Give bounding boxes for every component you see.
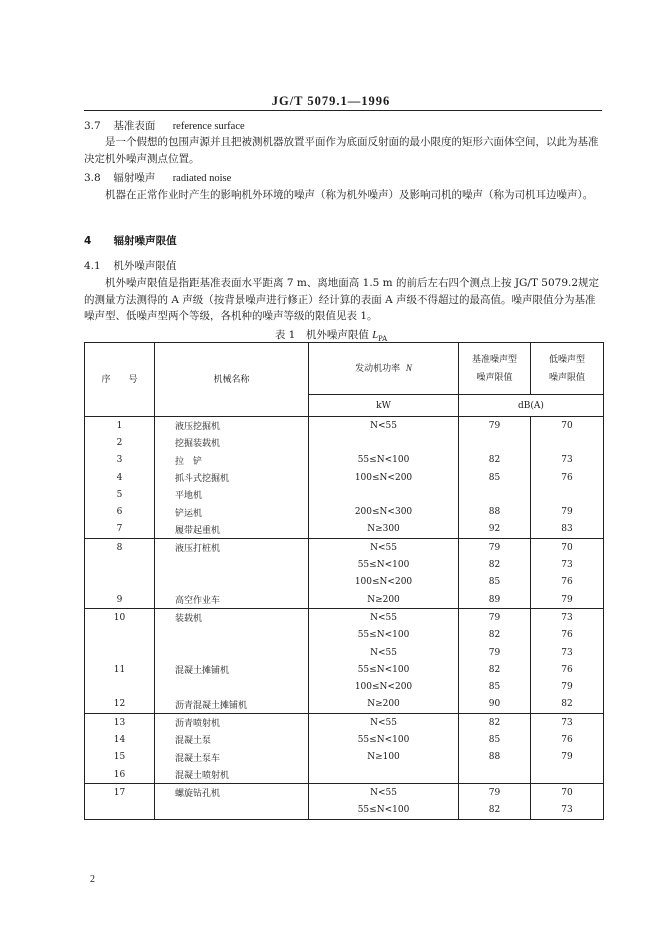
header-machine-name: 机械名称 [155, 343, 309, 417]
cell-name: 拉 铲 [155, 452, 309, 469]
cell-base: 88 [459, 749, 531, 766]
header-base-line1: 基准噪声型 [471, 354, 517, 365]
header-seq: 序 号 [85, 343, 155, 417]
cell-seq: 7 [85, 521, 155, 539]
table-row [85, 486, 604, 503]
cell-seq [85, 802, 155, 820]
section-title: 基准表面 [113, 120, 156, 132]
cell-name: 挖掘装载机 [155, 434, 309, 451]
cell-low: 76 [531, 627, 604, 644]
cell-power: 55≤N<100 [309, 627, 459, 644]
paragraph-text: 机外噪声限值是指距基准表面水平距离 7 m、离地面高 1.5 m 的前后左右四个测点上按 JG/T 5079.2规定的测量方法测得的 A 声级（按背景噪声进行修正）经计算的表面 A 声级不得超过的最高值。噪声限值分为基准噪声型、低噪声型两个等级，各机种的噪声等级的限值见表 1。 [84, 277, 600, 322]
cell-base: 85 [459, 731, 531, 748]
cell-base: 82 [459, 661, 531, 678]
table-row [85, 452, 604, 469]
paragraph-text: 机器在正常作业时产生的影响机外环境的噪声（称为机外噪声）及影响司机的噪声（称为司机耳边噪声）。 [105, 189, 594, 201]
section-4-heading [84, 233, 177, 248]
cell-base [459, 486, 531, 503]
caption-text: 表 1 机外噪声限值 [274, 329, 369, 341]
cell-seq: 11 [85, 661, 155, 678]
cell-seq: 17 [85, 784, 155, 802]
table-caption [0, 327, 662, 343]
cell-base [459, 434, 531, 451]
cell-low [531, 434, 604, 451]
section-title: 机外噪声限值 [113, 260, 177, 272]
cell-base: 82 [459, 802, 531, 820]
cell-power: 100≤N<200 [309, 574, 459, 591]
cell-base: 90 [459, 696, 531, 714]
cell-power: 55≤N<100 [309, 802, 459, 820]
section-3-7-text [84, 134, 602, 167]
cell-name: 平地机 [155, 486, 309, 503]
section-number: 3.7 [84, 120, 101, 132]
cell-low: 70 [531, 539, 604, 557]
cell-base: 85 [459, 469, 531, 486]
header-power [309, 343, 459, 395]
cell-seq: 6 [85, 503, 155, 520]
cell-power [309, 766, 459, 784]
cell-low: 70 [531, 417, 604, 435]
cell-name [155, 802, 309, 820]
cell-base: 79 [459, 609, 531, 627]
table-row [85, 784, 604, 802]
table-row [85, 574, 604, 591]
cell-low: 79 [531, 749, 604, 766]
cell-seq: 2 [85, 434, 155, 451]
cell-name: 螺旋钻孔机 [155, 784, 309, 802]
cell-seq: 5 [85, 486, 155, 503]
header-power-label: 发动机功率 [355, 364, 401, 374]
section-4-1-text [84, 275, 602, 325]
cell-seq: 8 [85, 539, 155, 557]
paragraph-text: 是一个假想的包围声源并且把被测机器放置平面作为底面反射面的最小限度的矩形六面体空间，以此为基准决定机外噪声测点位置。 [84, 136, 599, 165]
cell-name: 铲运机 [155, 503, 309, 520]
cell-low: 76 [531, 469, 604, 486]
cell-power: N<55 [309, 539, 459, 557]
cell-low: 79 [531, 678, 604, 695]
section-3-7-heading [84, 118, 245, 133]
cell-power: N≥100 [309, 749, 459, 766]
cell-power: N<55 [309, 417, 459, 435]
cell-low: 73 [531, 802, 604, 820]
cell-base: 79 [459, 539, 531, 557]
table-row [85, 503, 604, 520]
header-low-line1: 低噪声型 [548, 354, 585, 365]
cell-name: 抓斗式挖掘机 [155, 469, 309, 486]
table-row [85, 766, 604, 784]
cell-low: 76 [531, 731, 604, 748]
cell-base: 79 [459, 784, 531, 802]
cell-base: 82 [459, 714, 531, 732]
cell-base: 82 [459, 452, 531, 469]
section-title-en: radiated noise [172, 173, 232, 184]
table-row [85, 802, 604, 820]
cell-power: N<55 [309, 714, 459, 732]
cell-base: 88 [459, 503, 531, 520]
cell-name: 高空作业车 [155, 591, 309, 609]
section-number: 3.8 [84, 172, 101, 184]
cell-low: 70 [531, 784, 604, 802]
cell-power: 55≤N<100 [309, 661, 459, 678]
section-3-8-text [84, 187, 602, 204]
section-3-8-heading [84, 170, 231, 185]
cell-power: N<55 [309, 609, 459, 627]
cell-seq: 16 [85, 766, 155, 784]
cell-seq: 9 [85, 591, 155, 609]
cell-base: 79 [459, 417, 531, 435]
table-row [85, 417, 604, 435]
cell-name: 液压打桩机 [155, 539, 309, 557]
table-row [85, 627, 604, 644]
cell-power: N≥200 [309, 696, 459, 714]
header-noise-unit: dB(A) [459, 395, 604, 417]
cell-low: 73 [531, 714, 604, 732]
cell-low [531, 766, 604, 784]
cell-base: 92 [459, 521, 531, 539]
cell-seq: 12 [85, 696, 155, 714]
header-base-line2: 噪声限值 [476, 372, 513, 383]
cell-base: 79 [459, 644, 531, 661]
table-row [85, 434, 604, 451]
cell-low: 73 [531, 609, 604, 627]
cell-power: N≥200 [309, 591, 459, 609]
header-rule [84, 110, 602, 111]
cell-power: 200≤N<300 [309, 503, 459, 520]
cell-base: 85 [459, 678, 531, 695]
cell-low [531, 486, 604, 503]
cell-seq: 3 [85, 452, 155, 469]
section-number: 4 [84, 235, 92, 247]
cell-seq [85, 678, 155, 695]
cell-low: 79 [531, 503, 604, 520]
table-row [85, 469, 604, 486]
cell-power: N≥300 [309, 521, 459, 539]
cell-low: 73 [531, 452, 604, 469]
header-base-noise [459, 343, 531, 395]
cell-seq [85, 627, 155, 644]
section-4-1-heading [84, 258, 176, 273]
cell-name: 混凝土摊铺机 [155, 661, 309, 678]
cell-power: 100≤N<200 [309, 469, 459, 486]
cell-base: 85 [459, 574, 531, 591]
header-power-symbol: N [405, 363, 412, 373]
table-row [85, 591, 604, 609]
table-row [85, 731, 604, 748]
cell-seq: 10 [85, 609, 155, 627]
cell-name [155, 678, 309, 695]
cell-name [155, 644, 309, 661]
table-row [85, 609, 604, 627]
cell-seq: 13 [85, 714, 155, 732]
caption-subscript: PA [378, 335, 388, 344]
cell-seq [85, 556, 155, 573]
header-low-line2: 噪声限值 [548, 372, 585, 383]
table-row [85, 749, 604, 766]
section-title-en: reference surface [172, 121, 245, 132]
cell-base [459, 766, 531, 784]
cell-name: 沥青喷射机 [155, 714, 309, 732]
cell-low: 73 [531, 644, 604, 661]
table-row [85, 661, 604, 678]
cell-low: 82 [531, 696, 604, 714]
cell-low: 76 [531, 574, 604, 591]
cell-name: 装载机 [155, 609, 309, 627]
header-power-unit: kW [309, 395, 459, 417]
cell-name [155, 574, 309, 591]
cell-name: 混凝土泵 [155, 731, 309, 748]
table-row [85, 521, 604, 539]
cell-base: 89 [459, 591, 531, 609]
cell-name [155, 556, 309, 573]
cell-low: 79 [531, 591, 604, 609]
cell-low: 73 [531, 556, 604, 573]
cell-power: 55≤N<100 [309, 452, 459, 469]
page-number: 2 [90, 874, 95, 885]
cell-seq: 15 [85, 749, 155, 766]
cell-power: N<55 [309, 644, 459, 661]
cell-base: 82 [459, 627, 531, 644]
table-row [85, 696, 604, 714]
noise-limit-table [84, 342, 604, 820]
standard-header: JG/T 5079.1—1996 [271, 94, 391, 108]
cell-power: 100≤N<200 [309, 678, 459, 695]
table-row [85, 678, 604, 695]
cell-power [309, 486, 459, 503]
header-low-noise [531, 343, 604, 395]
cell-name [155, 627, 309, 644]
cell-base: 82 [459, 556, 531, 573]
table-row [85, 556, 604, 573]
cell-low: 76 [531, 661, 604, 678]
table-row [85, 539, 604, 557]
cell-power [309, 434, 459, 451]
caption-symbol: L [372, 330, 379, 341]
cell-seq: 4 [85, 469, 155, 486]
section-title: 辐射噪声限值 [113, 235, 177, 247]
cell-name: 液压挖掘机 [155, 417, 309, 435]
cell-seq: 14 [85, 731, 155, 748]
cell-seq [85, 574, 155, 591]
cell-low: 83 [531, 521, 604, 539]
table-row [85, 714, 604, 732]
section-number: 4.1 [84, 260, 101, 272]
section-title: 辐射噪声 [113, 172, 156, 184]
cell-name: 混凝土喷射机 [155, 766, 309, 784]
cell-name: 履带起重机 [155, 521, 309, 539]
cell-name: 混凝土泵车 [155, 749, 309, 766]
cell-power: 55≤N<100 [309, 556, 459, 573]
cell-power: 55≤N<100 [309, 731, 459, 748]
cell-name: 沥青混凝土摊铺机 [155, 696, 309, 714]
cell-seq [85, 644, 155, 661]
cell-seq: 1 [85, 417, 155, 435]
cell-power: N<55 [309, 784, 459, 802]
table-row [85, 644, 604, 661]
